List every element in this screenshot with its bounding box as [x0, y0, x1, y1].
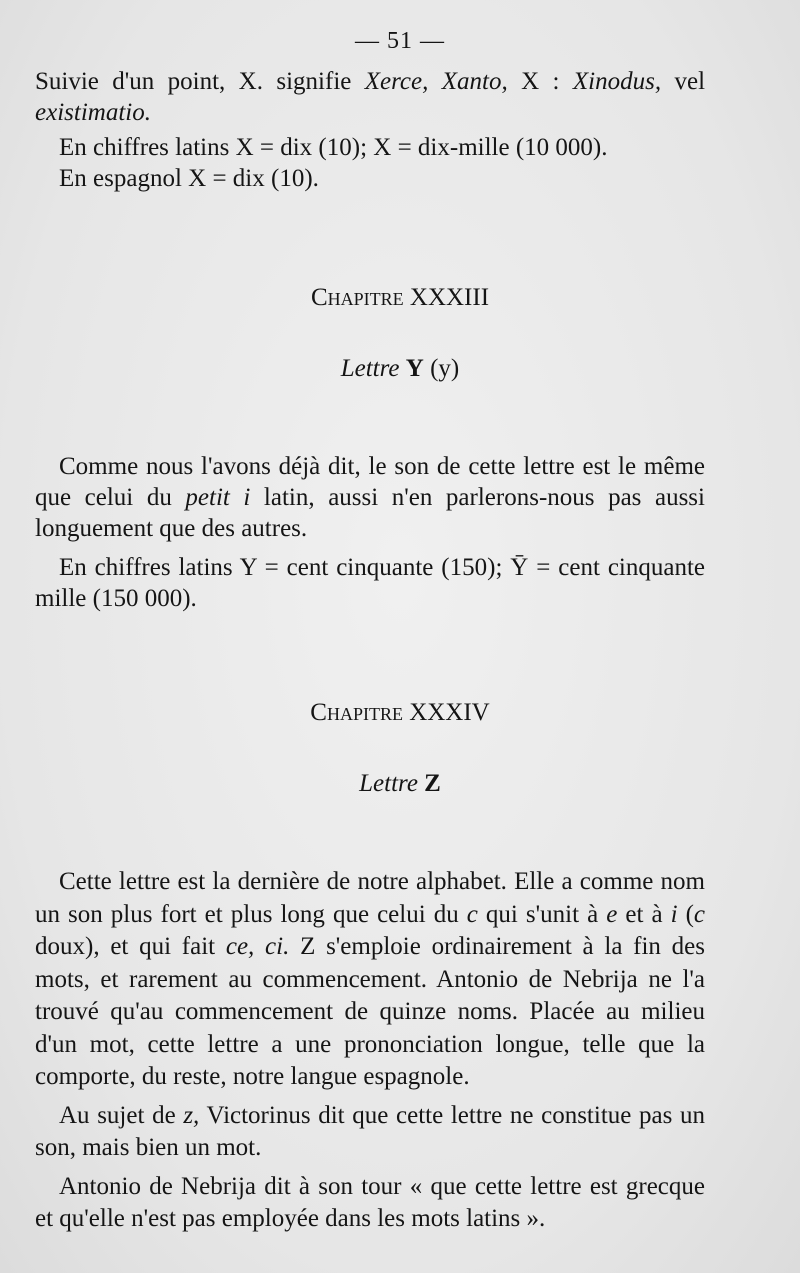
victorinus-text-a: Au sujet de [59, 1101, 184, 1129]
z-italic-ce: ce, ci. [225, 933, 290, 960]
z-italic-i: i [670, 900, 678, 928]
y-description-italic: petit i [185, 484, 251, 511]
chapter-33-body [35, 451, 705, 614]
z-italic-e: e [606, 900, 618, 928]
top-section [35, 66, 705, 194]
letter-z-title [0, 770, 800, 798]
z-italic-c2: c [693, 900, 706, 928]
letter-y-title [0, 355, 800, 383]
letter-y-word: Lettre [340, 355, 400, 382]
z-text-b: qui s'unit à [477, 900, 607, 928]
victorinus-paragraph [35, 1100, 705, 1165]
y-latin-numerals-paragraph: En chiffres latins Y = cent cinquante (150); Ȳ = cent cinquante mille (150 000). [35, 554, 705, 612]
z-italic-c: c [466, 900, 478, 928]
chapter-34-heading: Chapitre XXXIV [310, 699, 490, 726]
x-definition-mid: X : [507, 68, 573, 95]
x-spanish-paragraph: En espagnol X = dix (10). [59, 165, 319, 192]
page-number: — 51 — [355, 28, 445, 54]
z-text-d: ( [677, 900, 694, 928]
z-text-f: doux), et qui fait [35, 933, 226, 960]
x-definition-paragraph [35, 66, 705, 128]
z-description-paragraph [35, 866, 705, 1094]
x-definition-italic-3: existimatio. [35, 99, 151, 126]
z-text-c: et à [617, 900, 671, 928]
letter-y-capital: Y [405, 355, 424, 382]
letter-z-word: Lettre [359, 770, 418, 797]
x-latin-numerals-paragraph: En chiffres latins X = dix (10); X = dix-mille (10 000). [59, 134, 608, 161]
z-text-a: Cette lettre est la dernière de notre alphabet. Elle a comme nom un son plus fort et plus long que celui du [35, 868, 705, 928]
letter-y-lowercase: (y) [430, 355, 460, 382]
y-description-paragraph [35, 451, 705, 544]
nebrija-paragraph: Antonio de Nebrija dit à son tour « que cette lettre est grecque et qu'elle n'est pas employée dans les mots latins ». [35, 1172, 705, 1232]
chapter-33-heading: Chapitre XXXIII [310, 284, 490, 311]
z-text-g: Z s'emploie ordinairement à la fin des mots, et rarement au commencement. Antonio de Nebrija ne l'a trouvé qu'au commencement de quinze noms. Placée au milieu d'un mot, cette lettre a une prononciation longue, telle que la comporte, du reste, notre langue espagnole. [35, 933, 705, 1090]
y-description-text: Comme nous l'avons déjà dit, le son de cette lettre est le même que celui du [35, 453, 705, 511]
x-definition-italic: Xerce, Xanto, [364, 68, 508, 95]
chapter-34-body [35, 866, 705, 1236]
victorinus-text-b: Victorinus dit que cette lettre ne constitue pas un son, mais bien un mot. [35, 1101, 705, 1161]
letter-z-capital: Z [424, 770, 441, 797]
x-definition-prefix: vel [674, 68, 706, 95]
y-description-end: latin, aussi n'en parlerons-nous pas aussi longuement que des autres. [35, 484, 705, 542]
x-definition-italic-2: Xinodus, [572, 68, 662, 95]
x-definition-text: Suivie d'un point, X. signifie [35, 68, 365, 95]
victorinus-italic-z: z, [183, 1101, 200, 1129]
